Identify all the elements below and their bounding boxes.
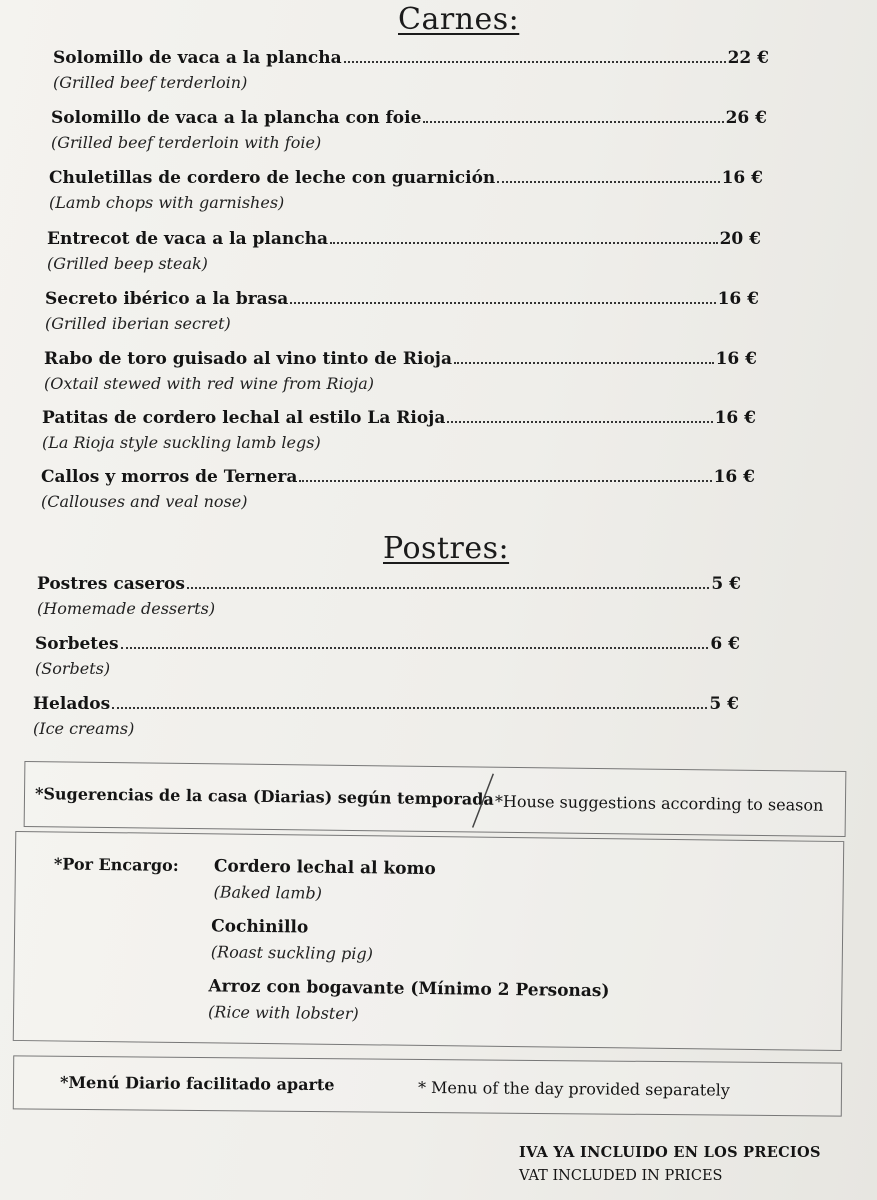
item-name: Sorbetes xyxy=(35,634,119,654)
encargo-item xyxy=(213,856,436,904)
menu-diario-en: * Menu of the day provided separately xyxy=(417,1077,730,1100)
item-name: Helados xyxy=(33,694,111,714)
item-translation: (Grilled beef terderloin) xyxy=(53,73,248,92)
leader-dots xyxy=(121,647,709,649)
postres-title: Postres: xyxy=(383,531,510,566)
item-price: 20 € xyxy=(719,229,761,249)
carnes-title: Carnes: xyxy=(398,2,520,37)
menu-item xyxy=(47,229,761,273)
item-translation: (Grilled beef terderloin with foie) xyxy=(51,133,322,152)
leader-dots xyxy=(423,121,723,123)
item-name: Postres caseros xyxy=(37,574,185,594)
item-price: 16 € xyxy=(717,289,759,309)
encargo-translation: (Baked lamb) xyxy=(213,882,323,903)
menu-item xyxy=(49,168,763,212)
item-name: Solomillo de vaca a la plancha xyxy=(53,48,342,68)
encargo-name: Cochinillo xyxy=(211,916,309,938)
item-translation: (Grilled beep steak) xyxy=(47,254,208,273)
item-name: Entrecot de vaca a la plancha xyxy=(47,229,328,249)
item-price: 26 € xyxy=(725,108,767,128)
item-name: Secreto ibérico a la brasa xyxy=(45,289,289,309)
menu-item xyxy=(44,349,757,393)
vat-note xyxy=(519,1144,821,1184)
item-name: Rabo de toro guisado al vino tinto de Rioja xyxy=(44,349,452,369)
menu-item xyxy=(37,574,741,618)
item-price: 16 € xyxy=(713,467,755,487)
leader-dots xyxy=(112,707,707,709)
encargo-name: Arroz con bogavante (Mínimo 2 Personas) xyxy=(208,976,610,1002)
item-price: 5 € xyxy=(711,574,741,594)
encargo-translation: (Rice with lobster) xyxy=(208,1002,359,1024)
menu-item xyxy=(33,694,739,738)
item-price: 22 € xyxy=(727,48,769,68)
item-price: 16 € xyxy=(721,168,763,188)
vat-es: IVA YA INCLUIDO EN LOS PRECIOS xyxy=(519,1144,821,1161)
suggestions-en: *House suggestions according to season xyxy=(494,791,824,815)
por-encargo-label: *Por Encargo: xyxy=(53,854,179,875)
leader-dots xyxy=(290,302,715,304)
item-name: Solomillo de vaca a la plancha con foie xyxy=(51,108,422,128)
item-price: 16 € xyxy=(715,349,757,369)
leader-dots xyxy=(344,61,726,63)
item-price: 16 € xyxy=(714,408,756,428)
menu-item xyxy=(35,634,740,678)
item-price: 6 € xyxy=(710,634,740,654)
encargo-item xyxy=(208,976,610,1026)
item-translation: (Oxtail stewed with red wine from Rioja) xyxy=(44,374,375,393)
leader-dots xyxy=(187,587,709,589)
menu-item xyxy=(53,48,769,92)
house-suggestions-box xyxy=(24,761,847,837)
item-translation: (Callouses and veal nose) xyxy=(41,492,248,511)
item-translation: (Grilled iberian secret) xyxy=(45,314,231,333)
leader-dots xyxy=(497,181,719,183)
menu-item xyxy=(51,108,767,152)
leader-dots xyxy=(454,362,714,364)
menu-item xyxy=(45,289,759,333)
suggestions-es: *Sugerencias de la casa (Diarias) según temporada xyxy=(34,784,494,809)
leader-dots xyxy=(447,421,712,423)
encargo-name: Cordero lechal al komo xyxy=(213,856,436,880)
leader-dots xyxy=(330,242,718,244)
item-translation: (Sorbets) xyxy=(35,659,111,678)
item-translation: (La Rioja style suckling lamb legs) xyxy=(42,433,321,452)
menu-item xyxy=(42,408,756,452)
menu-diario-box xyxy=(13,1055,842,1116)
item-name: Patitas de cordero lechal al estilo La Rioja xyxy=(42,408,446,428)
encargo-item xyxy=(211,916,374,963)
item-price: 5 € xyxy=(709,694,739,714)
encargo-translation: (Roast suckling pig) xyxy=(210,942,374,964)
menu-item xyxy=(41,467,755,511)
item-translation: (Lamb chops with garnishes) xyxy=(49,193,285,212)
por-encargo-box xyxy=(13,831,845,1051)
item-name: Callos y morros de Ternera xyxy=(41,467,298,487)
item-name: Chuletillas de cordero de leche con guarnición xyxy=(49,168,496,188)
item-translation: (Homemade desserts) xyxy=(37,599,216,618)
item-translation: (Ice creams) xyxy=(33,719,135,738)
leader-dots xyxy=(299,480,711,482)
vat-en: VAT INCLUDED IN PRICES xyxy=(519,1168,723,1184)
menu-diario-es: *Menú Diario facilitado aparte xyxy=(59,1072,335,1095)
